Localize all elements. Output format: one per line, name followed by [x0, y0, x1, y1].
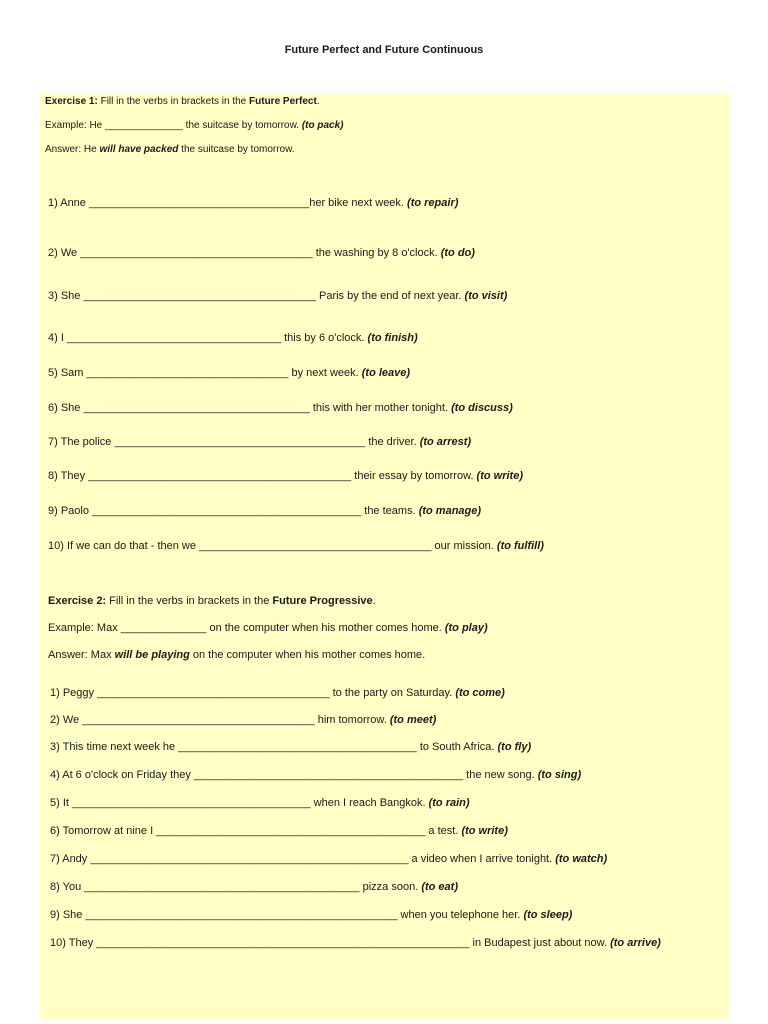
item-text: 8) They ___________________________________________ their essay by tomorrow. [48, 470, 477, 482]
item-hint: (to repair) [407, 197, 459, 209]
item-hint: (to arrest) [419, 436, 472, 448]
exercise-1-answer [45, 144, 295, 155]
exercise-2-item [50, 741, 531, 753]
item-text: 9) She ___________________________________________________ when you telephone her. [50, 909, 524, 921]
item-text: 7) Andy ____________________________________________________ a video when I arrive tonight. [50, 853, 556, 865]
exercise-1-item [48, 332, 418, 344]
item-hint: (to write) [476, 470, 523, 482]
exercise-1-item [48, 197, 458, 209]
exercise-1-item [48, 505, 481, 517]
item-text: 5) Sam _________________________________ by next week. [48, 367, 362, 379]
exercise-1-item [48, 247, 475, 259]
item-text: 6) She _____________________________________ this with her mother tonight. [48, 402, 452, 414]
item-text: 4) At 6 o'clock on Friday they ____________________________________________ the new song. [50, 769, 538, 781]
exercise-1-item [48, 402, 513, 414]
item-hint: (to rain) [428, 797, 470, 809]
exercise-1-item [48, 367, 410, 379]
exercise-1-item [48, 540, 544, 552]
exercise-2-tense: Future Progressive [272, 595, 373, 607]
item-text: 2) We ______________________________________ him tomorrow. [50, 714, 390, 726]
exercise-1-instruction [45, 96, 320, 107]
exercise-2-item [50, 909, 572, 921]
example-text: Example: Max ______________ on the computer when his mother comes home. [48, 622, 445, 634]
exercise-2-item [50, 853, 607, 865]
item-hint: (to sleep) [523, 909, 573, 921]
exercise-2-item [50, 714, 436, 726]
exercise-1-instruction-end: . [316, 96, 320, 107]
exercise-2-label: Exercise 2: [48, 595, 107, 607]
item-hint: (to arrive) [610, 937, 661, 949]
exercise-2-item [50, 825, 508, 837]
item-text: 5) It _______________________________________ when I reach Bangkok. [50, 797, 429, 809]
answer-text: Answer: Max [48, 649, 115, 661]
item-text: 7) The police _________________________________________ the driver. [48, 436, 420, 448]
answer-text: Answer: He [45, 144, 100, 155]
exercise-2-item [50, 687, 505, 699]
item-text: 10) If we can do that - then we ______________________________________ our mission. [48, 540, 497, 552]
exercise-2-item [50, 797, 470, 809]
item-hint: (to fly) [497, 741, 532, 753]
exercise-1-item [48, 470, 523, 482]
item-text: 10) They _____________________________________________________________ in Budapest just about now. [50, 937, 611, 949]
item-hint: (to sing) [537, 769, 582, 781]
example-text: Example: He ______________ the suitcase by tomorrow. [45, 120, 302, 131]
item-hint: (to fulfill) [496, 540, 544, 552]
exercise-1-example [45, 120, 344, 131]
item-text: 1) Anne ____________________________________her bike next week. [48, 197, 408, 209]
exercise-2-answer [48, 649, 425, 661]
item-hint: (to come) [455, 687, 505, 699]
item-text: 1) Peggy ______________________________________ to the party on Saturday. [50, 687, 456, 699]
exercise-2-item [50, 937, 661, 949]
item-hint: (to visit) [464, 290, 508, 302]
example-hint: (to play) [444, 622, 488, 634]
item-text: 2) We ______________________________________ the washing by 8 o'clock. [48, 247, 441, 259]
exercise-2-instruction [48, 595, 376, 607]
exercise-1-item [48, 436, 471, 448]
answer-bold: will have packed [99, 144, 179, 155]
exercise-2-instruction-text: Fill in the verbs in brackets in the [106, 595, 273, 607]
item-hint: (to finish) [367, 332, 418, 344]
page-title: Future Perfect and Future Continuous [284, 44, 484, 56]
item-text: 4) I ___________________________________ this by 6 o'clock. [48, 332, 368, 344]
item-text: 3) She ______________________________________ Paris by the end of next year. [48, 290, 465, 302]
answer-end: on the computer when his mother comes home. [189, 649, 426, 661]
item-hint: (to manage) [418, 505, 482, 517]
example-hint: (to pack) [301, 120, 344, 131]
exercise-2-item [50, 769, 581, 781]
exercise-1-tense: Future Perfect [249, 96, 317, 107]
item-hint: (to watch) [555, 853, 608, 865]
exercise-2-example [48, 622, 488, 634]
exercise-1-instruction-text: Fill in the verbs in brackets in the [97, 96, 250, 107]
item-text: 9) Paolo ____________________________________________ the teams. [48, 505, 419, 517]
answer-end: the suitcase by tomorrow. [178, 144, 295, 155]
item-hint: (to eat) [421, 881, 458, 893]
item-hint: (to meet) [389, 714, 437, 726]
item-hint: (to write) [461, 825, 508, 837]
item-text: 3) This time next week he _______________________________________ to South Africa. [50, 741, 498, 753]
exercise-1-label: Exercise 1: [45, 96, 98, 107]
item-text: 8) You _____________________________________________ pizza soon. [50, 881, 422, 893]
exercise-2-item [50, 881, 458, 893]
item-hint: (to leave) [361, 367, 411, 379]
item-hint: (to discuss) [451, 402, 513, 414]
exercise-1-item [48, 290, 507, 302]
item-text: 6) Tomorrow at nine I ____________________________________________ a test. [50, 825, 462, 837]
answer-bold: will be playing [114, 649, 190, 661]
item-hint: (to do) [440, 247, 475, 259]
exercise-2-instruction-end: . [372, 595, 376, 607]
